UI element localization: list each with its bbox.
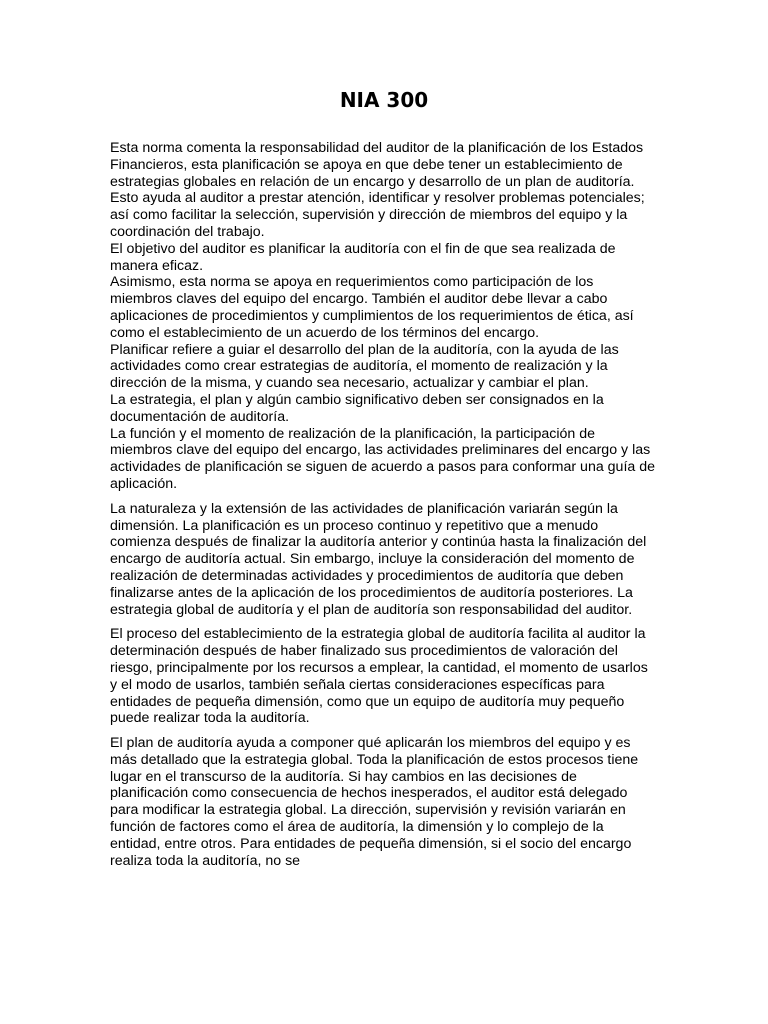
paragraph: Asimismo, esta norma se apoya en requerimientos como participación de los miembros claves del equipo del encargo. También el auditor debe llevar a cabo aplicaciones de procedimientos y cumplimientos de los requerimientos de ética, así como el establecimiento de un acuerdo de los términos del encargo. (110, 274, 634, 341)
paragraph: El objetivo del auditor es planificar la auditoría con el fin de que sea realizada de manera eficaz. (110, 240, 616, 274)
paragraph: La estrategia, el plan y algún cambio significativo deben ser consignados en la documentación de auditoría. (110, 391, 604, 425)
paragraph: La naturaleza y la extensión de las actividades de planificación variarán según la dimensión. La planificación es un proceso continuo y repetitivo que a menudo comienza después de finalizar la auditoría anterior y continúa hasta la finalización del encargo de auditoría actual. Sin embargo, incluye la consideración del momento de realización de determinadas actividades y procedimientos de auditoría que deben finalizarse antes de la aplicación de los procedimientos de auditoría posteriores. La estrategia global de auditoría y el plan de auditoría son responsabilidad del auditor. (110, 500, 647, 618)
paragraph: El proceso del establecimiento de la estrategia global de auditoría facilita al auditor la determinación después de haber finalizado sus procedimientos de valoración del riesgo, principalmente por los recursos a emplear, la cantidad, el momento de usarlos y el modo de usarlos, también señala ciertas consideraciones específicas para entidades de pequeña dimensión, como que un equipo de auditoría muy pequeño puede realizar toda la auditoría. (110, 626, 648, 727)
paragraph: Esta norma comenta la responsabilidad del auditor de la planificación de los Estados Financieros, esta planificación se apoya en que debe tener un establecimiento de estrategias globales en relación de un encargo y desarrollo de un plan de auditoría. Esto ayuda al auditor a prestar atención, identificar y resolver problemas potenciales; así como facilitar la selección, supervisión y dirección de miembros del equipo y la coordinación del trabajo. (110, 140, 645, 240)
paragraph: Planificar refiere a guiar el desarrollo del plan de la auditoría, con la ayuda de las actividades como crear estrategias de auditoría, el momento de realización y la dirección de la misma, y cuando sea necesario, actualizar y cambiar el plan. (110, 341, 619, 392)
document-title: NIA 300 (339, 88, 429, 112)
paragraph: La función y el momento de realización de la planificación, la participación de miembros clave del equipo del encargo, las actividades preliminares del encargo y las actividades de planificación se siguen de acuerdo a pasos para conformar una guía de aplicación. (110, 425, 655, 492)
document-body (110, 140, 658, 869)
paragraph: El plan de auditoría ayuda a componer qué aplicarán los miembros del equipo y es más detallado que la estrategia global. Toda la planificación de estos procesos tiene lugar en el transcurso de la auditoría. Si hay cambios en las decisiones de planificación como consecuencia de hechos inesperados, el auditor está delegado para modificar la estrategia global. La dirección, supervisión y revisión variarán en función de factores como el área de auditoría, la dimensión y lo complejo de la entidad, entre otros. Para entidades de pequeña dimensión, si el socio del encargo realiza toda la auditoría, no se (110, 735, 639, 869)
